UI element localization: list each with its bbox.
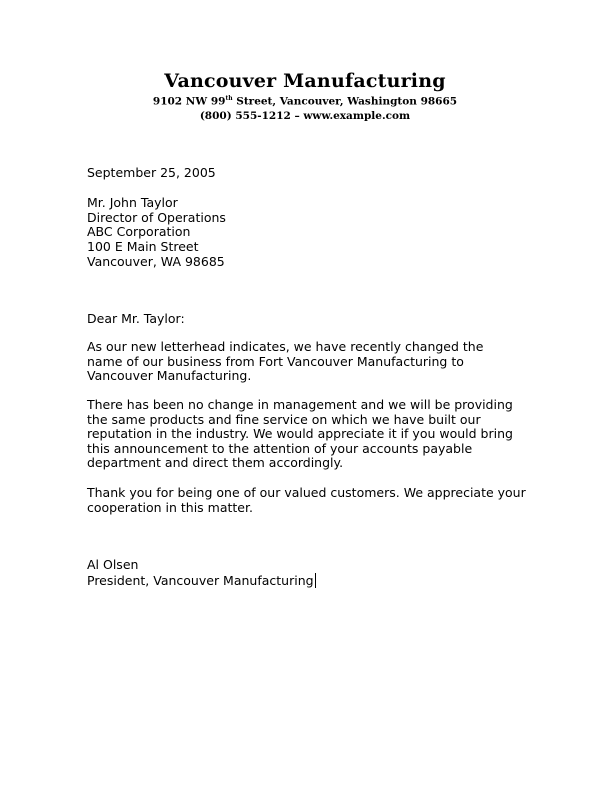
- text-cursor: [315, 573, 316, 588]
- recipient-address: [87, 196, 527, 270]
- recipient-name: Mr. John Taylor: [87, 195, 178, 210]
- signature-name: Al Olsen: [87, 557, 139, 572]
- address-prefix: 9102 NW 99: [152, 95, 226, 108]
- recipient-company: ABC Corporation: [87, 224, 191, 240]
- recipient-title: Director of Operations: [87, 209, 226, 225]
- recipient-city: Vancouver, WA 98685: [87, 253, 225, 269]
- address-suffix: th: [225, 95, 233, 102]
- date-text: September 25, 2005: [87, 165, 216, 180]
- signature-title-line: [87, 573, 527, 589]
- recipient-street: 100 E Main Street: [87, 239, 199, 255]
- body-paragraph-2: There has been no change in management and we will be providing the same products and fine service on which we have built our reputation in the industry. We would appreciate it if you would bring this announcement to the attention of your accounts payable department and direct them accordingly.: [87, 397, 513, 471]
- salutation: [87, 312, 527, 327]
- company-contact: (800) 555-1212 – www.example.com: [199, 109, 411, 122]
- salutation-text: Dear Mr. Taylor:: [87, 311, 185, 326]
- signature-title: President, Vancouver Manufacturing: [87, 572, 314, 588]
- body-paragraph-3: Thank you for being one of our valued customers. We appreciate your cooperation in this matter.: [87, 485, 526, 515]
- company-address: [0, 92, 610, 109]
- signature-block: [87, 558, 527, 588]
- body-paragraph-1: As our new letterhead indicates, we have recently changed the name of our business from Fort Vancouver Manufacturing to Vancouver Manufacturing.: [87, 339, 484, 384]
- letterhead: [0, 70, 610, 123]
- letter-date: [87, 166, 527, 181]
- address-rest: Street, Vancouver, Washington 98665: [232, 95, 458, 108]
- company-name: Vancouver Manufacturing: [164, 70, 446, 92]
